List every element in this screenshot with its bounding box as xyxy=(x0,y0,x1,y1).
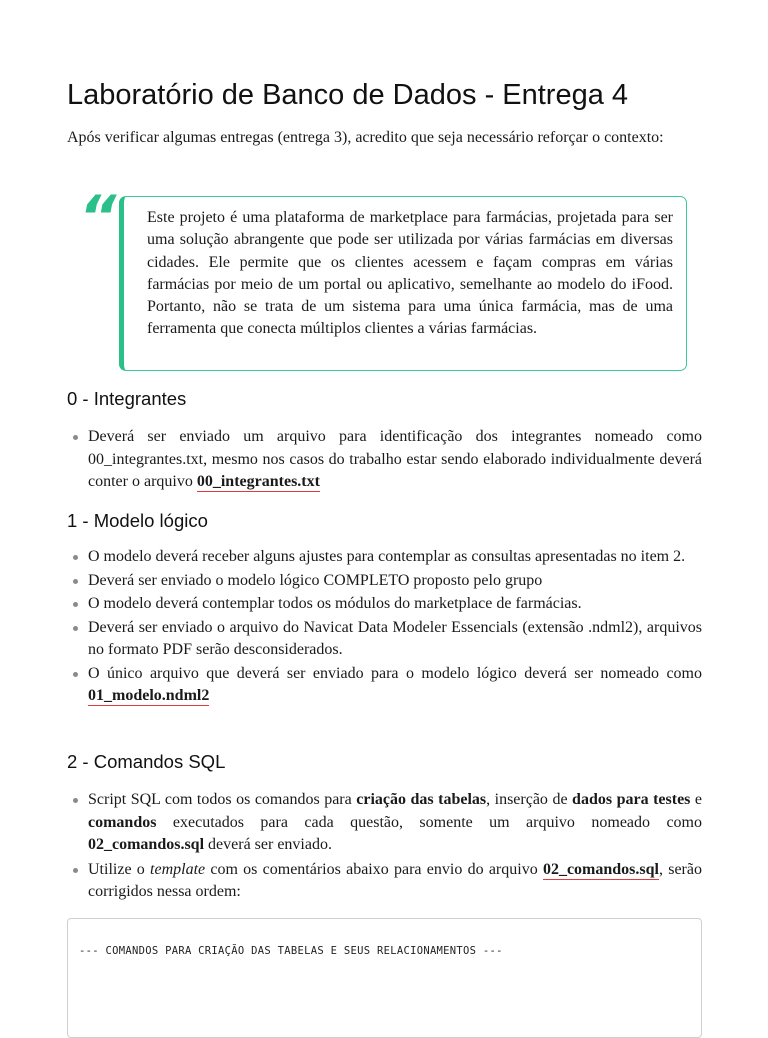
list-item: Deverá ser enviado o modelo lógico COMPLETO proposto pelo grupo xyxy=(88,570,702,593)
list-item-text: Deverá ser enviado um arquivo para identificação dos integrantes nomeado como 00_integrantes.txt, mesmo nos casos do trabalho estar sendo elaborado individualmente deverá conter o arquivo xyxy=(88,428,702,490)
list-item xyxy=(88,789,702,857)
italic-fragment: template xyxy=(150,860,206,878)
text-fragment: Utilize o xyxy=(88,860,151,878)
quote-mark-icon: “ xyxy=(79,183,117,251)
page-title: Laboratório de Banco de Dados - Entrega 4 xyxy=(67,79,629,111)
comandos-sql-list xyxy=(88,789,702,905)
text-fragment: com os comentários abaixo para envio do arquivo xyxy=(205,860,543,878)
section-heading-comandos-sql: 2 - Comandos SQL xyxy=(67,751,226,772)
code-line: --- COMANDOS PARA CRIAÇÃO DAS TABELAS E SEUS RELACIONAMENTOS --- xyxy=(79,945,503,957)
list-item: O modelo deverá receber alguns ajustes para contemplar as consultas apresentadas no item 2. xyxy=(88,546,702,569)
sql-template-code-block xyxy=(67,918,702,1038)
list-item: Deverá ser enviado o arquivo do Navicat Data Modeler Essencials (extensão .ndml2), arquivos no formato PDF serão desconsiderados. xyxy=(88,617,702,662)
text-fragment: , inserção de xyxy=(486,791,573,808)
filename-integrantes: 00_integrantes.txt xyxy=(196,473,320,490)
integrantes-list xyxy=(88,426,702,495)
section-heading-modelo-logico: 1 - Modelo lógico xyxy=(67,510,208,531)
text-fragment: , serão corrigidos nessa ordem: xyxy=(88,860,702,900)
bold-fragment: 02_comandos.sql xyxy=(88,836,205,853)
list-item xyxy=(88,426,702,494)
text-fragment: Script SQL com todos os comandos para xyxy=(88,791,357,808)
text-fragment: deverá ser enviado. xyxy=(204,836,332,853)
bold-fragment: dados para testes xyxy=(572,791,691,808)
filename-comandos: 02_comandos.sql xyxy=(542,860,659,878)
list-item xyxy=(88,663,702,708)
list-item xyxy=(88,859,702,904)
quote-text: Este projeto é uma plataforma de marketplace para farmácias, projetada para ser uma solução abrangente que pode ser utilizada por várias farmácias em diversas cidades. Ele permite que os clientes acessem e façam compras em várias farmácias por meio de um portal ou aplicativo, semelhante ao modelo do iFood. Portanto, não se trata de um sistema para uma única farmácia, mas de uma ferramenta que conecta múltiplos clientes a várias farmácias. xyxy=(147,209,673,338)
intro-paragraph: Após verificar algumas entregas (entrega 3), acredito que seja necessário reforçar o contexto: xyxy=(67,129,664,146)
text-fragment: e xyxy=(690,791,703,808)
context-quote-box xyxy=(119,196,687,371)
section-heading-integrantes: 0 - Integrantes xyxy=(67,388,187,409)
list-item-text: O único arquivo que deverá ser enviado para o modelo lógico deverá ser nomeado como xyxy=(88,664,702,682)
filename-modelo: 01_modelo.ndml2 xyxy=(88,687,210,704)
bold-fragment: comandos xyxy=(88,813,157,831)
modelo-logico-list xyxy=(88,546,702,709)
bold-fragment: criação das tabelas xyxy=(356,791,487,808)
list-item: O modelo deverá contemplar todos os módulos do marketplace de farmácias. xyxy=(88,593,702,616)
text-fragment: executados para cada questão, somente um arquivo nomeado como xyxy=(156,813,702,831)
